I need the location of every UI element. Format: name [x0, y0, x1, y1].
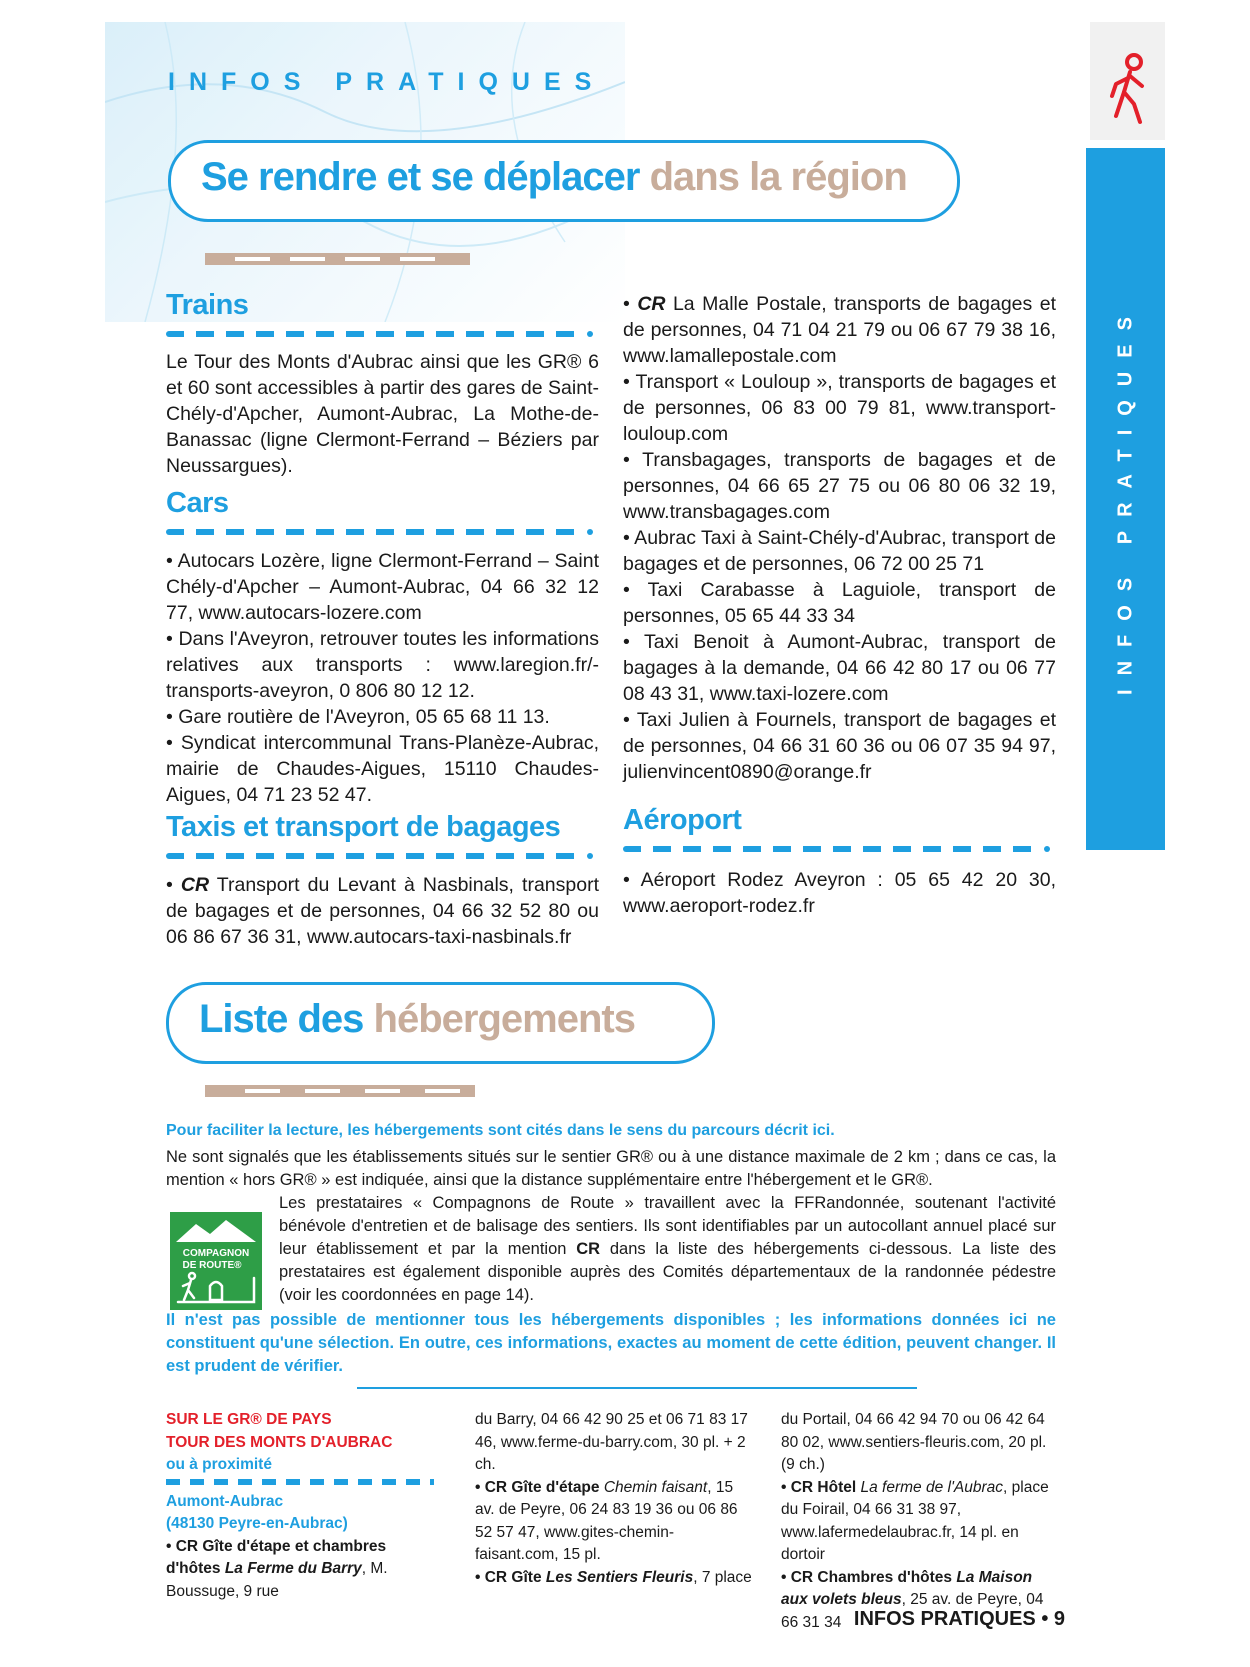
- taxi-item: • Taxi Julien à Fournels, transport de bagages et de personnes, 04 66 31 60 36 ou 06 07 35 94 97, julienvincent0890@orange.fr: [623, 709, 1056, 783]
- taxi-item: • CR Transport du Levant à Nasbinals, transport de bagages et de personnes, 04 66 32 52 80 ou 06 86 67 36 31, www.autocars-taxi-nasbinals.fr: [166, 874, 599, 948]
- listing-subheading: ou à proximité: [166, 1456, 272, 1473]
- listing-col-1: [166, 1409, 444, 1603]
- section-title: [199, 997, 635, 1042]
- svg-text:COMPAGNON: COMPAGNON: [182, 1248, 250, 1259]
- heading-taxis: Taxis et transport de bagages: [166, 811, 561, 843]
- heading-underline: [623, 846, 1038, 852]
- compagnon-logo-icon: [170, 1212, 262, 1310]
- intro-note-blue-2: Il n'est pas possible de mentionner tous les hébergements disponibles ; les informations données ici ne constituent qu'une sélection. En outre, ces informations, exactes au moment de cette édition, peuvent changer. Il est prudent de vérifier.: [166, 1311, 1056, 1375]
- separator-line: [357, 1387, 917, 1389]
- title-tan-part: hébergements: [373, 997, 635, 1041]
- taxi-item: • Taxi Carabasse à Laguiole, transport de personnes, 05 65 44 33 34: [623, 579, 1056, 627]
- trains-text: [166, 349, 599, 479]
- listing-entry: du Barry, 04 66 42 90 25 et 06 71 83 17 46, www.ferme-du-barry.com, 30 pl. + 2 ch.: [475, 1411, 748, 1473]
- title-blue-part: Liste des: [199, 997, 364, 1041]
- intro-cr-note: Les prestataires « Compagnons de Route » travaillent avec la FFRandonnée, soutenant l'activité bénévole d'entretien et de balisage des sentiers. Ils sont identifiables par un autocollant annuel placé sur leur établissement et par la mention CR dans la liste des hébergements ci-dessous. La liste des prestataires est également disponible auprès des Comités départementaux de la randonnée pédestre (voir les coordonnées en page 14).: [279, 1194, 1056, 1304]
- listing-entry: du Portail, 04 66 42 94 70 ou 06 42 64 80 02, www.sentiers-fleuris.com, 20 pl. (9 ch.): [781, 1411, 1047, 1473]
- listing-col-3: [781, 1409, 1059, 1634]
- cr-mark: CR: [180, 874, 210, 896]
- taxi-item: • Aubrac Taxi à Saint-Chély-d'Aubrac, transport de bagages et de personnes, 06 72 00 25 71: [623, 527, 1056, 575]
- title-tan-part: dans la région: [649, 155, 907, 199]
- title-box-hebergements: [166, 982, 715, 1064]
- taxis-text-right: [623, 291, 1056, 785]
- cars-text: [166, 548, 599, 808]
- decorative-bar: [205, 1085, 475, 1097]
- taxi-item: • Taxi Benoit à Aumont-Aubrac, transport de bagages à la demande, 04 66 42 80 17 ou 06 77 08 43 31, www.taxi-lozere.com: [623, 631, 1056, 705]
- listing-underline: [166, 1479, 434, 1485]
- listing-entry: • CR Hôtel La ferme de l'Aubrac, place du Foirail, 04 66 31 38 97, www.lafermedelaubrac.fr, 14 pl. en dortoir: [781, 1478, 1049, 1563]
- place-postcode: (48130 Peyre-en-Aubrac): [166, 1515, 348, 1532]
- heading-underline: [166, 331, 581, 337]
- decorative-bar: [205, 253, 470, 265]
- listing-col-2: [475, 1409, 753, 1589]
- listing-entry: • CR Chambres d'hôtes La Maison aux volets bleus, 25 av. de Peyre, 04 66 31 34: [781, 1568, 1044, 1631]
- cr-mark: CR: [637, 293, 666, 315]
- side-tab-label: INFOS PRATIQUES: [1114, 303, 1136, 695]
- logo-box: [1090, 22, 1165, 140]
- taxi-item: • Transbagages, transports de bagages et de personnes, 04 66 65 27 75 ou 06 80 06 32 19, www.transbagages.com: [623, 449, 1056, 523]
- cars-item: • Dans l'Aveyron, retrouver toutes les informations relatives aux transports : www.laregion.fr/-transports-aveyron, 0 806 80 12 12.: [166, 628, 599, 702]
- side-tab: [1086, 148, 1165, 850]
- heading-aeroport: Aéroport: [623, 804, 742, 836]
- listing-entry: • CR Gîte Les Sentiers Fleuris, 7 place: [475, 1568, 752, 1586]
- compagnon-de-route-logo: [170, 1212, 262, 1310]
- title-box-transport: [168, 140, 960, 222]
- aeroport-item: • Aéroport Rodez Aveyron : 05 65 42 20 30, www.aeroport-rodez.fr: [623, 869, 1056, 917]
- intro-gr-note: Ne sont signalés que les établissements situés sur le sentier GR® ou à une distance maximale de 2 km ; dans ce cas, la mention « hors GR® » est indiquée, ainsi que la distance supplémentaire entre l'hébergement et le GR®.: [166, 1148, 1056, 1189]
- heading-underline: [166, 853, 581, 859]
- heading-cars: Cars: [166, 487, 229, 519]
- trains-paragraph: Le Tour des Monts d'Aubrac ainsi que les GR® 6 et 60 sont accessibles à partir des gares de Saint-Chély-d'Apcher, Aumont-Aubrac, La Mothe-de-Banassac (ligne Clermont-Ferrand – Béziers par Neussargues).: [166, 351, 599, 477]
- title-blue-part: Se rendre et se déplacer: [201, 155, 640, 199]
- listing-entry: • CR Gîte d'étape Chemin faisant, 15 av. de Peyre, 06 24 83 19 36 ou 06 86 52 57 47, www.gites-chemin-faisant.com, 15 pl.: [475, 1478, 738, 1563]
- heading-trains: Trains: [166, 289, 249, 321]
- taxi-item: • CR La Malle Postale, transports de bagages et de personnes, 04 71 04 21 79 ou 06 67 79 38 16, www.lamallepostale.com: [623, 293, 1056, 367]
- cars-item: • Syndicat intercommunal Trans-Planèze-Aubrac, mairie de Chaudes-Aigues, 15110 Chaudes-Aigues, 04 71 23 52 47.: [166, 732, 599, 806]
- listing-heading: SUR LE GR® DE PAYS: [166, 1411, 332, 1428]
- hiker-icon: [1090, 22, 1165, 140]
- aeroport-text: [623, 867, 1056, 919]
- cars-item: • Autocars Lozère, ligne Clermont-Ferrand – Saint Chély-d'Apcher – Aumont-Aubrac, 04 66 32 12 77, www.autocars-lozere.com: [166, 550, 599, 624]
- intro-note-blue: Pour faciliter la lecture, les hébergements sont cités dans le sens du parcours décrit ici.: [166, 1122, 835, 1139]
- cars-item: • Gare routière de l'Aveyron, 05 65 68 11 13.: [166, 706, 550, 728]
- taxi-item: • Transport « Louloup », transports de bagages et de personnes, 06 83 00 79 81, www.transport-louloup.com: [623, 371, 1056, 445]
- place-name: Aumont-Aubrac: [166, 1492, 284, 1510]
- page-footer: INFOS PRATIQUES • 9: [853, 1608, 1065, 1630]
- taxis-text-left: [166, 872, 599, 950]
- cr-mark: CR: [576, 1240, 601, 1258]
- heading-underline: [166, 529, 581, 535]
- listing-heading: TOUR DES MONTS D'AUBRAC: [166, 1433, 393, 1451]
- svg-text:DE ROUTE®: DE ROUTE®: [182, 1260, 242, 1271]
- section-kicker: INFOS PRATIQUES: [168, 68, 606, 96]
- page-title: [201, 155, 907, 200]
- listing-entry: • CR Gîte d'étape et chambres d'hôtes La Ferme du Barry, M. Boussuge, 9 rue: [166, 1537, 388, 1600]
